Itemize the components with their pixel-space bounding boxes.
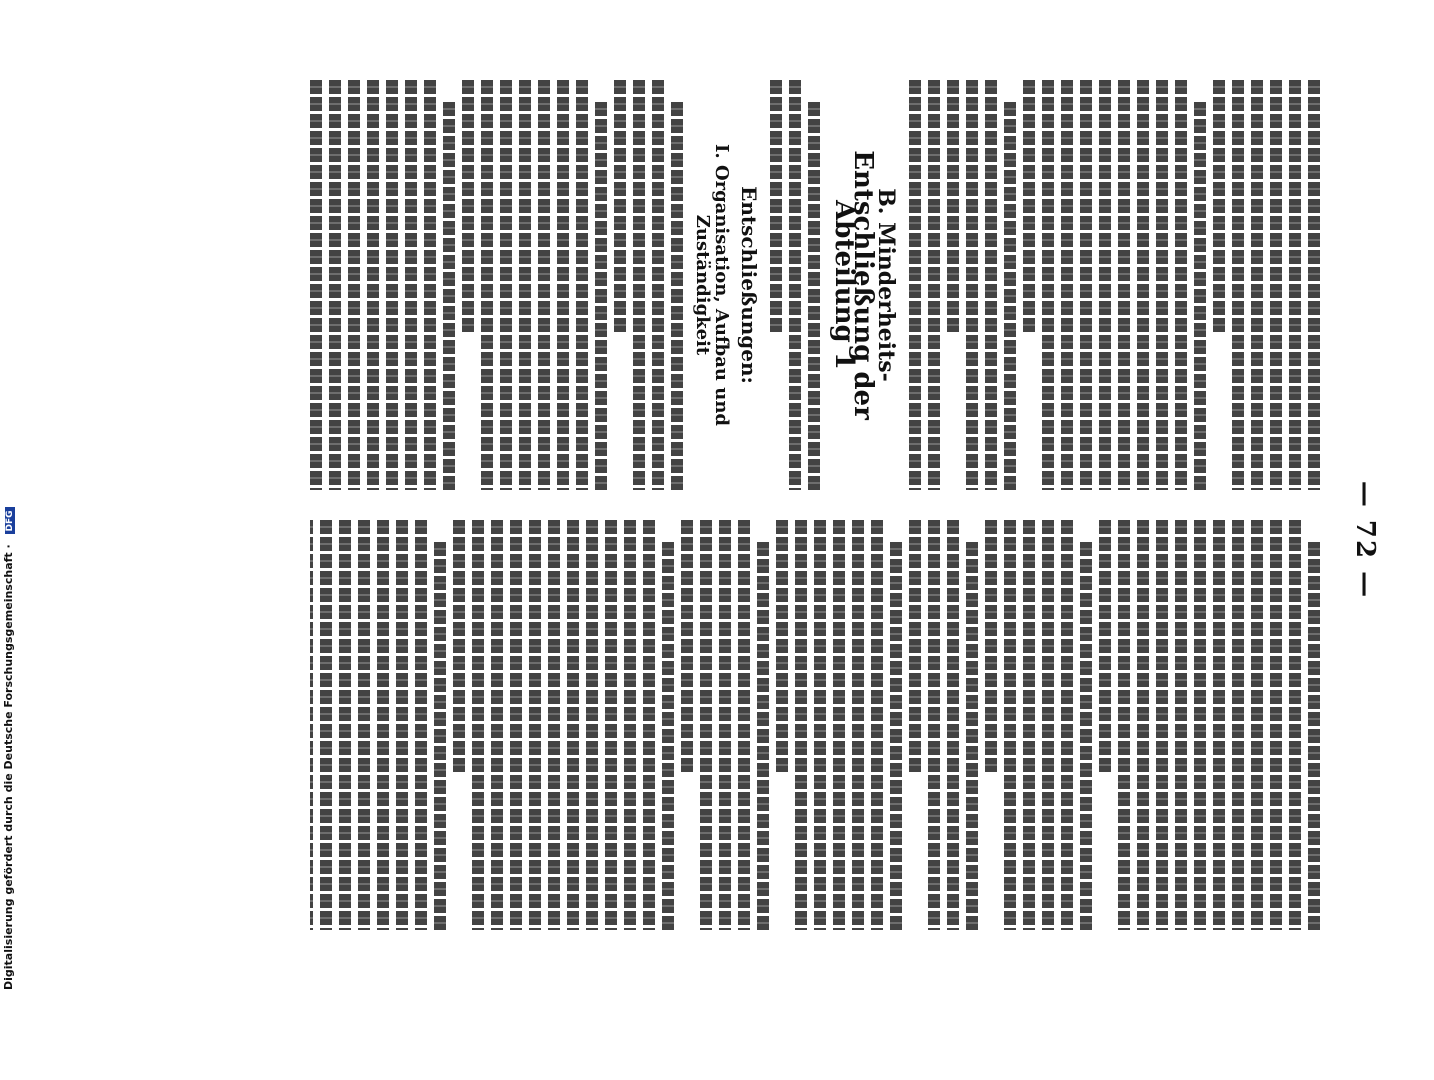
text-block [776,520,902,930]
text-block [310,520,446,930]
organisation-heading: I. Organisation, Aufbau und Zuständigkeit [692,143,732,427]
text-block [1023,80,1206,490]
text-block [909,520,978,930]
text-block [614,80,683,490]
digitization-footer [2,60,24,990]
page-content [310,80,1380,960]
entschliessungen-heading: Entschließungen: [737,186,761,384]
text-block [947,80,1016,490]
footer-text: Digitalisierung gefördert durch die Deutsche Forschungsgemeinschaft · [2,544,15,990]
text-block [453,520,674,930]
text-block [985,520,1092,930]
text-block [1213,80,1320,490]
text-block [770,80,820,490]
digitization-footer-text [2,60,22,990]
section-heading-b: B. Minderheits- [873,188,899,382]
page-number: — 72 — [1350,480,1380,600]
right-column [310,520,1320,930]
section-heading-main: Entschließung der Abteilung 1 [829,150,878,420]
text-block [1099,520,1320,930]
left-column [310,80,1320,490]
text-block [462,80,607,490]
text-block [681,520,769,930]
text-block [909,80,940,490]
dfg-logo: DFG [5,507,15,534]
scanned-page [240,80,1380,1080]
text-block [310,80,455,490]
